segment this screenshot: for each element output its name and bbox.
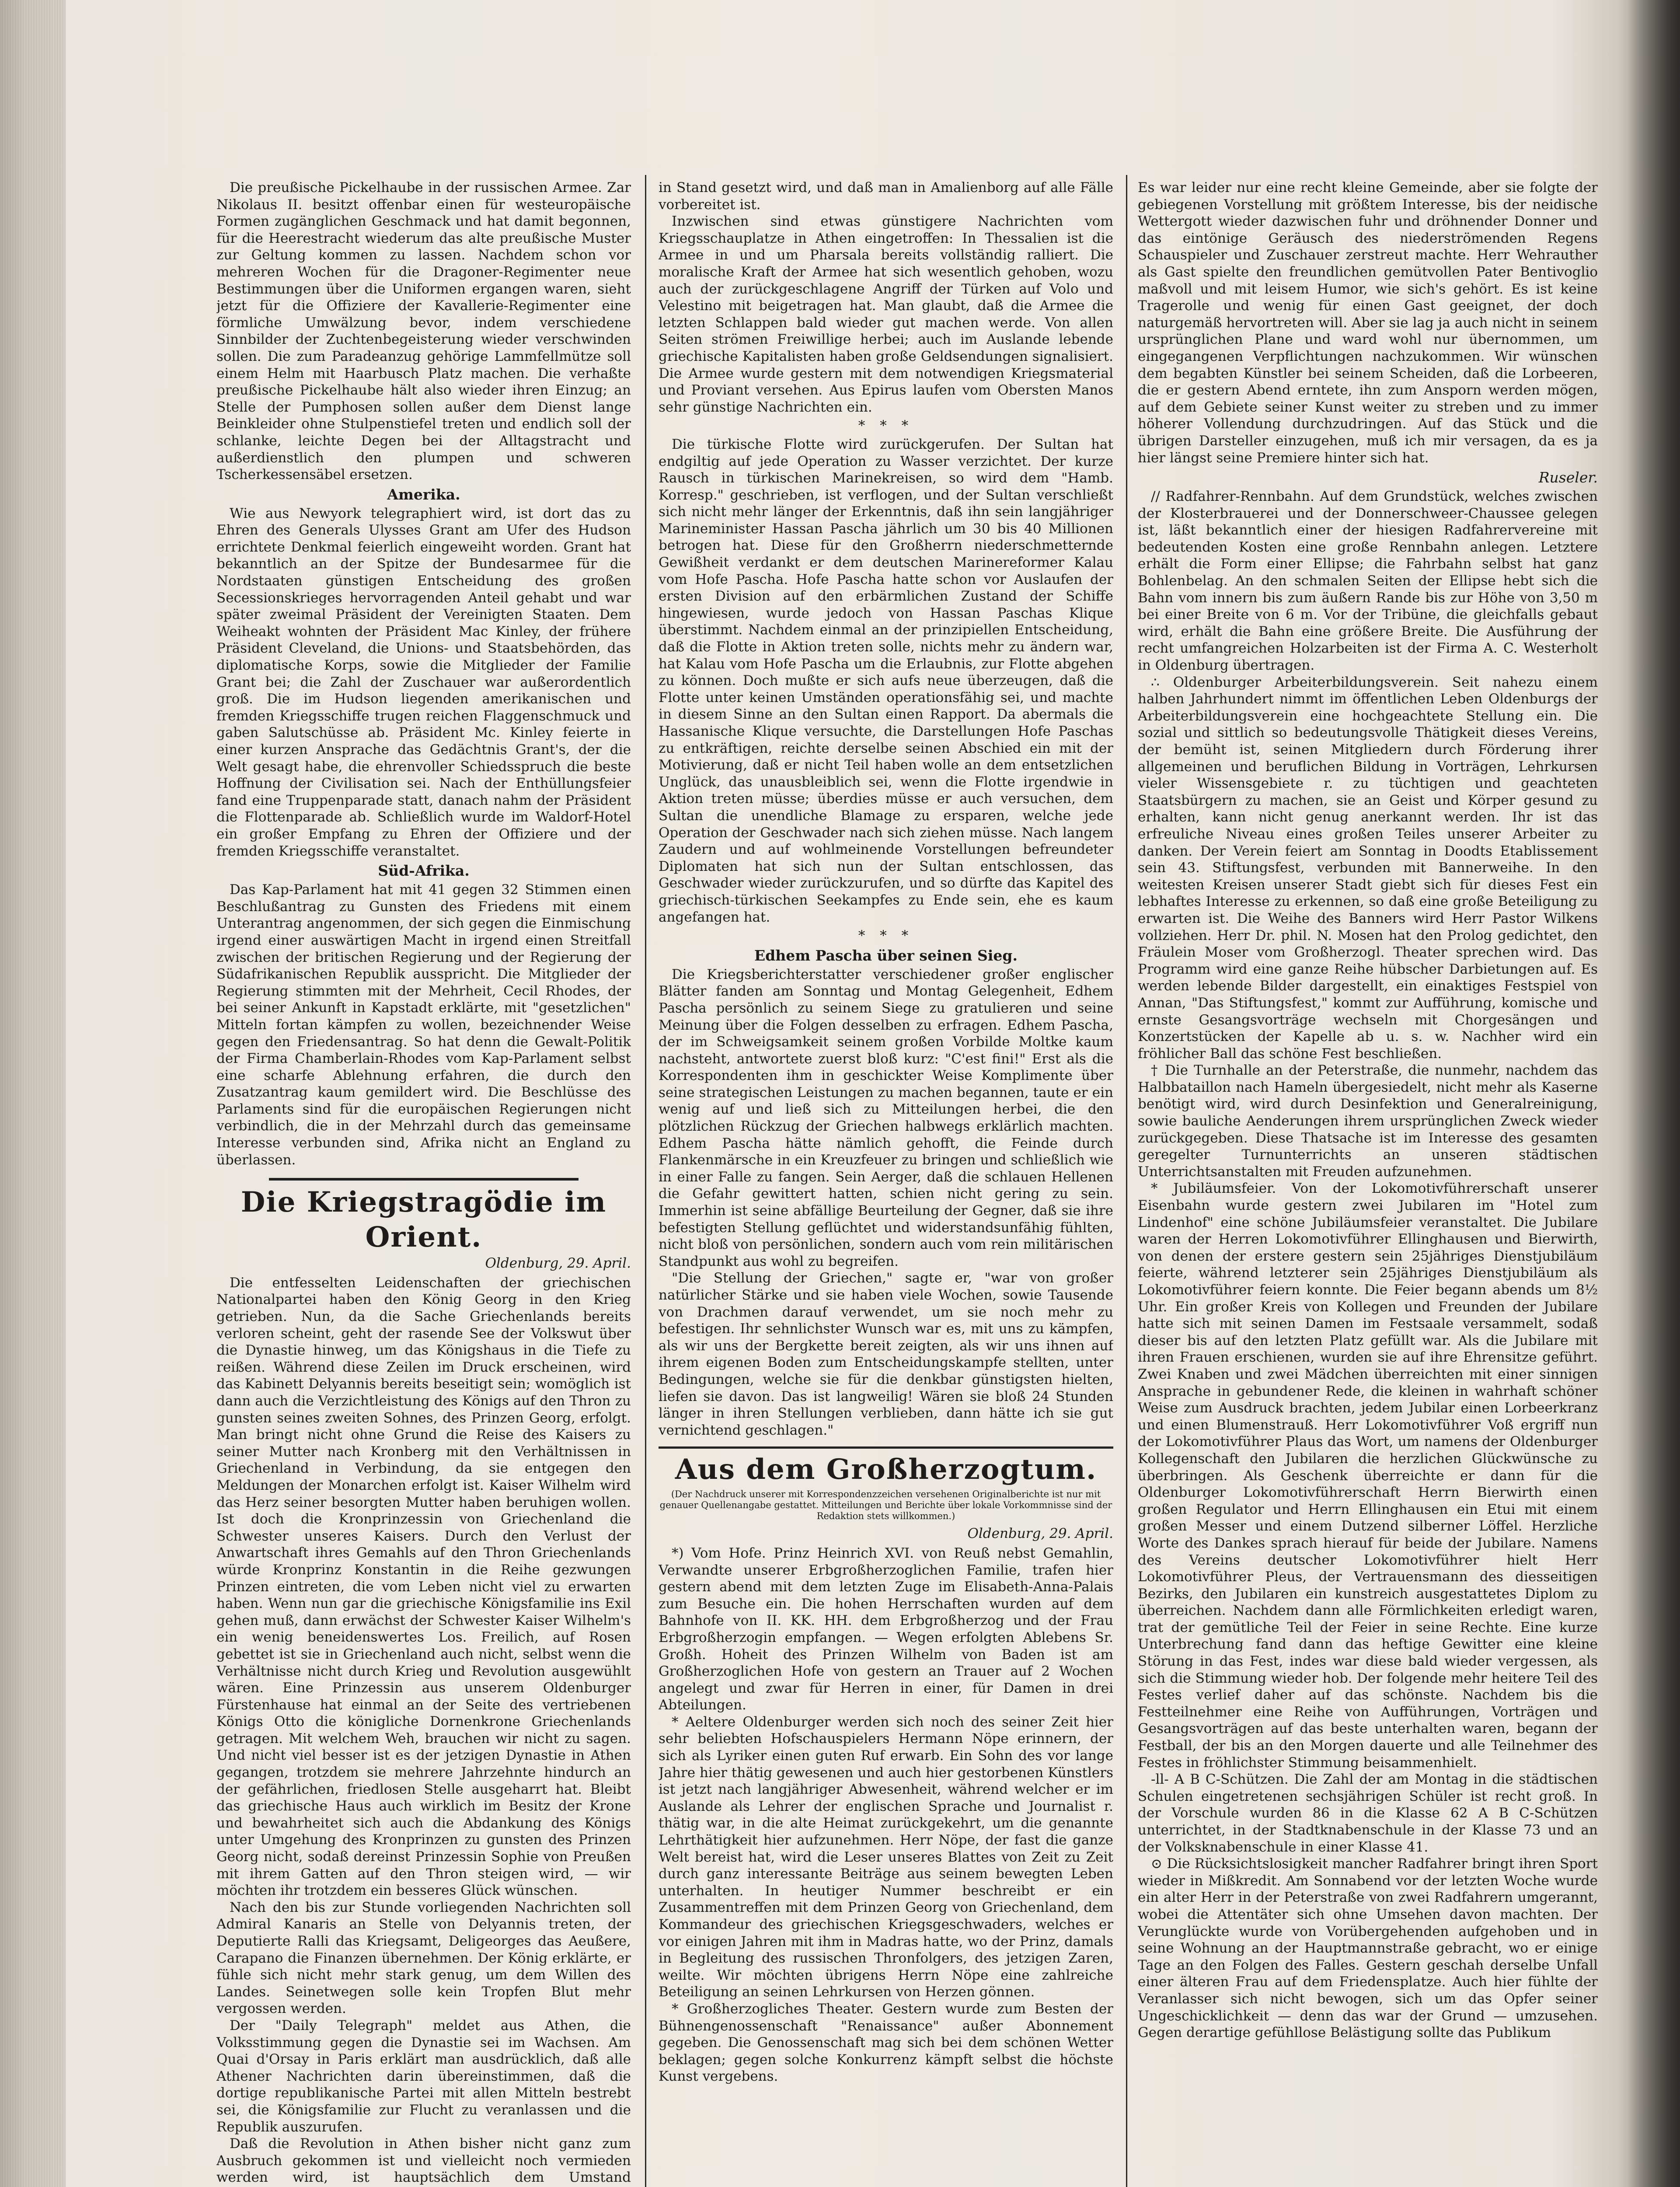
column-1 (216, 179, 631, 2187)
article-paragraph: Daß die Revolution in Athen bisher nicht ganz zum Ausbruch gekommen ist und vielleicht noch vermieden werden wird, ist hauptsächlich dem Umstand (216, 2136, 631, 2186)
article-paragraph: Die türkische Flotte wird zurückgerufen. Der Sultan hat endgiltig auf jede Operation zu Wasser verzichtet. Der kurze Rausch in türkischen Marinekreisen, so wird dem "Hamb. Korresp." geschrieben, ist verflogen, und der Sultan verschließt sich nicht mehr länger der Erkenntnis, daß ihn sein langjähriger Marineminister Hassan Pascha jährlich um 30 bis 40 Millionen betrogen hat. Diese für den Großherrn niederschmetternde Gewißheit verdankt er dem deutschen Marinereformer Kalau vom Hofe Pascha. Hofe Pascha hatte schon vor Auslaufen der ersten Division auf den erbärmlichen Zustand der Schiffe hingewiesen, wurde jedoch von Hassan Paschas Klique überstimmt. Nachdem einmal an der prinzipiellen Entscheidung, daß die Flotte in Aktion treten solle, nichts mehr zu ändern war, hat Kalau vom Hofe Pascha um die Erlaubnis, zur Flotte abgehen zu können. Doch mußte er sich aufs neue überzeugen, daß die Flotte unter keinen Umständen operationsfähig sei, und machte in diesem Sinne an den Sultan einen Rapport. Da abermals die Hassanische Klique versuchte, die Darstellungen Hofe Paschas zu entkräftigen, reichte derselbe seinen Abschied ein mit der Motivierung, daß er nicht Teil haben wolle an dem entsetzlichen Unglück, das unausbleiblich sei, wenn die Flotte irgendwie in Aktion treten müsse; überdies müsse er auch versuchen, dem Sultan die unendliche Blamage zu ersparen, welche jede Operation der Geschwader nach sich ziehen müsse. Nach langem Zaudern und auf wohlmeinende Vorstellungen befreundeter Diplomaten hat sich nun der Sultan entschlossen, das Geschwader wieder zurückzurufen, und so dürfte das Kapitel des griechisch-türkischen Seekampfes zu Ende sein, ehe es kaum angefangen hat. (659, 436, 1113, 925)
dateline: Oldenburg, 29. April. (967, 1526, 1113, 1542)
article-paragraph: in Stand gesetzt wird, und daß man in Amalienborg auf alle Fälle vorbereitet ist. (659, 180, 1113, 213)
article-paragraph: * Großherzogliches Theater. Gestern wurde zum Besten der Bühnengenossenschaft "Renaissance" außer Abonnement gegeben. Die Genossenschaft mag sich bei dem schönen Wetter beklagen; gegen solche Konkurrenz kämpft selbst die höchste Kunst vergebens. (659, 2001, 1113, 2085)
book-binding-shadow (0, 0, 66, 2187)
article-paragraph: † Die Turnhalle an der Peterstraße, die nunmehr, nachdem das Halbbataillon nach Hameln übergesiedelt, nicht mehr als Kaserne benötigt wird, wird durch Desinfektion und Generalreinigung, sowie bauliche Aenderungen ihrem ursprünglichen Zweck wieder zurückgegeben. Diese Thatsache ist im Interesse des gesamten geregelter Turnunterrichts an unseren städtischen Unterrichtsanstalten mit Freuden aufzunehmen. (1138, 1062, 1598, 1180)
section-heading: Süd-Afrika. (378, 862, 470, 880)
column-divider (1126, 175, 1127, 2187)
article-paragraph: ⊙ Die Rücksichtslosigkeit mancher Radfahrer bringt ihren Sport wieder in Mißkredit. Am Sonnabend vor der letzten Woche wurde ein alter Herr in der Peterstraße von zwei Radfahrern umgerannt, wobei die Attentäter sich ohne Umsehen davon machten. Der Verunglückte wurde von Vorübergehenden aufgehoben und in seine Wohnung an der Hauptmannstraße gebracht, wo er einige Tage an den Folgen des Falles. Gestern geschah derselbe Unfall einer älteren Frau auf dem Friedensplatze. Auch hier fühlte der Veranlasser sich nicht bewogen, sich um das Opfer seiner Ungeschicklichkeit — denn das war der Grund — umzusehen. Gegen derartige gefühllose Belästigung sollte das Publikum (1138, 1856, 1598, 2041)
section-heading: Amerika. (387, 486, 460, 503)
page-edge-shadow (1628, 0, 1680, 2187)
column-2 (659, 179, 1113, 2187)
section-rule (659, 1446, 1113, 1449)
article-paragraph: Die entfesselten Leidenschaften der griechischen Nationalpartei haben den König Georg in den Krieg getrieben. Nun, da die Sache Griechenlands bereits verloren scheint, geht der rasende See der Volkswut über die Dynastie hinweg, um das Königshaus in die Tiefe zu reißen. Während diese Zeilen im Druck erscheinen, wird das Kabinett Delyannis bereits beseitigt sein; womöglich ist dann auch die Verzichtleistung des Königs auf den Thron zu gunsten seines zweiten Sohnes, des Prinzen Georg, erfolgt. Man bringt nicht ohne Grund die Reise des Kaisers zu seiner Mutter nach Kronberg mit den Verhältnissen in Griechenland in Verbindung, da sie entgegen den Meldungen der Monarchen erfolgt ist. Kaiser Wilhelm wird das Herz seiner besorgten Mutter haben beruhigen wollen. Ist doch die Kronprinzessin von Griechenland die Schwester unseres Kaisers. Durch den Verlust der Anwartschaft ihres Gemahls auf den Thron Griechenlands würde Kronprinz Konstantin in die Reihe gezwungen Prinzen eintreten, die vom Leben nicht viel zu erwarten haben. Wenn nun gar die griechische Königsfamilie ins Exil gehen muß, dann erwächst der Schwester Kaiser Wilhelm's ein wenig beneidenswertes Los. Freilich, auf Rosen gebettet ist sie in Griechenland auch nicht, selbst wenn die Verhältnisse nicht durch Krieg und Revolution ausgewühlt wären. Eine Prinzessin aus unserem Oldenburger Fürstenhause hat einmal an der Seite des vertriebenen Königs Otto die königliche Dornenkrone Griechenlands getragen. Mit welchem Weh, brauchen wir nicht zu sagen. Und nicht viel besser ist es der jetzigen Dynastie in Athen gegangen, trotzdem sie mehrere Jahrzehnte hindurch an der gefährlichen, friedlosen Stelle ausgeharrt hat. Bleibt das griechische Haus auch wirklich im Besitz der Krone und bewahrheitet sich auch die Abdankung des Königs unter Umgehung des Kronprinzen zu gunsten des Prinzen Georg nicht, sodaß dereinst Prinzessin Sophie von Preußen mit ihrem Gatten auf den Thron steigen wird, — wir möchten ihr trotzdem ein besseres Glück wünschen. (216, 1275, 631, 1899)
article-paragraph: -ll- A B C-Schützen. Die Zahl der am Montag in die städtischen Schulen eingetretenen sechsjährigen Schüler ist recht groß. In der Vorschule wurden 86 in die Klasse 62 A B C-Schützen unterrichtet, in der Stadtknabenschule in der Klasse 73 und an der Volksknabenschule in einer Klasse 41. (1138, 1771, 1598, 1855)
column-divider (645, 175, 646, 2187)
dateline: Oldenburg, 29. April. (485, 1255, 631, 1272)
article-paragraph: * Jubiläumsfeier. Von der Lokomotivführerschaft unserer Eisenbahn wurde gestern zwei Jubilaren im "Hotel zum Lindenhof" eine schöne Jubiläumsfeier veranstaltet. Die Jubilare waren der Herren Lokomotivführer Ellinghausen und Bierwirth, von denen der erstere gestern sein 25jähriges Dienstjubiläum feierte, während letzterer sein 25jähriges Dienstjubiläum als Lokomotivführer feiern konnte. Die Feier begann abends um 8½ Uhr. Ein großer Kreis von Kollegen und Freunden der Jubilare hatte sich mit seinen Damen im Festsaale versammelt, sodaß dieser bis auf den letzten Platz gefüllt war. Als die Jubilare mit ihren Frauen erschienen, wurden sie auf ihre Ehrensitze geführt. Zwei Knaben und zwei Mädchen überreichten mit einer sinnigen Ansprache in gebundener Rede, die kleinen in wahrhaft schöner Weise zum Ausdruck brachten, jedem Jubilar einen Lorbeerkranz und einen Blumenstrauß. Herr Lokomotivführer Voß ergriff nun der Lokomotivführer Plaus das Wort, um namens der Oldenburger Kollegenschaft den Jubilaren die herzlichen Glückwünsche zu überbringen. Als Geschenk überreichte er dann für die Oldenburger Lokomotivführerschaft Herrn Bierwirth einen großen Regulator und Herrn Ellinghausen ein Etui mit einem großen Messer und einem Dutzend silberner Löffel. Herzliche Worte des Dankes sprach hierauf für beide der Jubilare. Namens des Vereins deutscher Lokomotivführer hielt Herr Lokomotivführer Pleus, der Vertrauensmann des diesseitigen Bezirks, den Jubilaren ein kunstreich ausgestattetes Diplom zu überreichen. Nachdem dann alle Förmlichkeiten erledigt waren, trat der gemütliche Teil der Feier in seine Rechte. Eine kurze Unterbrechung fand dann das heftige Gewitter eine kleine Störung in das Fest, indes war diese bald wieder vergessen, als sich die Stimmung wieder hob. Der folgende mehr heitere Teil des Festes verlief daher auf das schönste. Nachdem bis die Festteilnehmer eine Reihe von Aufführungen, Vorträgen und Gesangsvorträgen auf das beste unterhalten waren, begann der Festball, der bis an den Morgen dauerte und alle Teilnehmer des Festes in fröhlichster Stimmung beisammenhielt. (1138, 1181, 1598, 1771)
article-headline: Die Kriegstragödie im Orient. (240, 1186, 607, 1254)
article-paragraph: Die preußische Pickelhaube in der russischen Armee. Zar Nikolaus II. besitzt offenbar einen für westeuropäische Formen zugänglichen Geschmack und hat damit begonnen, für die Heerestracht wiederum das alte preußische Muster zur Geltung kommen zu lassen. Nachdem schon vor mehreren Wochen für die Dragoner-Regimenter neue Bestimmungen über die Uniformen ergangen waren, sieht jetzt für die Offiziere der Kavallerie-Regimenter eine förmliche Umwälzung bevor, indem verschiedene Sinnbilder der Zuchtenbegeisterung wieder verschwinden sollen. Die zum Paradeanzug gehörige Lammfellmütze soll einem Helm mit Haarbusch Platz machen. Die verhaßte preußische Pickelhaube hält also wieder ihren Einzug; an Stelle der Pumphosen sollen außer dem Dienst lange Beinkleider ohne Stulpenstiefel treten und endlich soll der schlanke, leichte Degen bei der Alltagstracht und außerdienstlich den plumpen und schweren Tscherkessensäbel ersetzen. (216, 180, 631, 483)
article-paragraph: "Die Stellung der Griechen," sagte er, "war von großer natürlicher Stärke und sie haben viele Wochen, sowie Tausende von Drachmen darauf verwendet, um sie noch mehr zu befestigen. Ihr sehnlichster Wunsch war es, mit uns zu kämpfen, als wir uns der Bergkette bereit zeigten, als wir uns ihnen auf ihrem eigenen Boden zum Entscheidungskampfe stellten, unter Bedingungen, welche sie für die denkbar günstigsten hielten, liefen sie davon. Das ist langweilig! Wären sie bloß 24 Stunden länger in ihren Stellungen verblieben, dann hätte ich sie gut vernichtend geschlagen." (659, 1270, 1113, 1438)
article-paragraph: Es war leider nur eine recht kleine Gemeinde, aber sie folgte der gebiegenen Vorstellung mit größtem Interesse, bis der neidische Wettergott wieder dazwischen fuhr und dröhnender Donner und das eintönige Geräusch des niederströmenden Regens Schauspieler und Zuschauer zerstreut machte. Herr Wehrauther als Gast spielte den freundlichen gemütvollen Pater Bentivoglio maßvoll und mit leisem Humor, wie sich's gehört. Es ist keine Tragerolle und wenig für einen Gast geeignet, der doch naturgemäß hervortreten will. Aber sie lag ja auch nicht in seinem ursprünglichen Plane und ward wohl nur übernommen, um eingegangenen Verpflichtungen nachzukommen. Wir wünschen dem begabten Künstler bei seinem Scheiden, daß die Lorbeeren, die er gestern Abend erntete, ihn zum Ansporn werden mögen, auf dem Gebiete seiner Kunst weiter zu streben und zu immer höherer Vollendung durchzudringen. Auf das Stück und die übrigen Darsteller einzugehen, muß ich mir versagen, da es ja hier längst seine Premiere hinter sich hat. (1138, 180, 1598, 466)
section-separator: * * * (858, 418, 914, 434)
article-paragraph: Wie aus Newyork telegraphiert wird, ist dort das zu Ehren des Generals Ulysses Grant am Ufer des Hudson errichtete Denkmal feierlich eingeweiht worden. Grant hat bekanntlich an der Spitze der Bundesarmee für die Nordstaaten günstigen Entscheidung des großen Secessionskrieges hervorragenden Anteil gehabt und war später zweimal Präsident der Vereinigten Staaten. Dem Weiheakt wohnten der Präsident Mac Kinley, der frühere Präsident Cleveland, die Unions- und Staatsbehörden, das diplomatische Korps, sowie die Mitglieder der Familie Grant bei; die Zahl der Zuschauer war außerordentlich groß. Die im Hudson liegenden amerikanischen und fremden Kriegsschiffe trugen reichen Flaggenschmuck und gaben Salutschüsse ab. Präsident Mc. Kinley feierte in einer kurzen Ansprache das Gedächtnis Grant's, der die Welt gesagt habe, die ehrenvoller Schiedsspruch die beste Hoffnung der Civilisation sei. Nach der Enthüllungsfeier fand eine Truppenparade statt, danach nahm der Präsident die Flottenparade ab. Schließlich wurde im Waldorf-Hotel ein großer Empfang zu Ehren der Offiziere und der fremden Kriegsschiffe veranstaltet. (216, 505, 631, 859)
article-paragraph: Das Kap-Parlament hat mit 41 gegen 32 Stimmen einen Beschlußantrag zu Gunsten des Friedens mit einem Unterantrag angenommen, der sich gegen die Einmischung irgend einer auswärtigen Macht in irgend einen Streitfall zwischen der britischen Regierung und der Regierung der Südafrikanischen Republik ausspricht. Die Mitglieder der Regierung stimmten mit der Mehrheit, Cecil Rhodes, der bei seiner Ankunft in Kapstadt erklärte, mit "gesetzlichen" Mitteln fortan kämpfen zu wollen, bezeichnender Weise gegen den Friedensantrag. So hat denn die Gewalt-Politik der Firma Chamberlain-Rhodes vom Kap-Parlament selbst eine scharfe Ablehnung erfahren, die durch den Zusatzantrag kaum gemildert wird. Die Beschlüsse des Parlaments sind für die europäischen Regierungen nicht verbindlich, die in der Mehrzahl durch das gemeinsame Interesse verbunden sind, Afrika nicht an England zu überlassen. (216, 882, 631, 1168)
section-rule (269, 1178, 579, 1181)
article-paragraph: // Radfahrer-Rennbahn. Auf dem Grundstück, welches zwischen der Klosterbrauerei und der Donnerschweer-Chaussee gelegen ist, läßt bekanntlich einer der hiesigen Radfahrervereine mit bedeutenden Kosten eine große Rennbahn anlegen. Letztere erhält die Form einer Ellipse; die Fahrbahn selbst hat ganz Bohlenbelag. An den schmalen Seiten der Ellipse hebt sich die Bahn vom innern bis zum äußern Rande bis zur Höhe von 3,50 m bei einer Breite von 6 m. Vor der Tribüne, die gleichfalls gebaut wird, erhält die Bahn eine größere Breite. Die Ausführung der recht umfangreichen Holzarbeiten ist der Firma A. C. Westerholt in Oldenburg übertragen. (1138, 489, 1598, 674)
author-signature: Ruseler. (1538, 469, 1598, 486)
article-paragraph: *) Vom Hofe. Prinz Heinrich XVI. von Reuß nebst Gemahlin, Verwandte unserer Erbgroßherzoglichen Familie, trafen hier gestern abend mit dem letzten Zuge im Elisabeth-Anna-Palais zum Besuche ein. Die hohen Herrschaften wurden auf dem Bahnhofe von II. KK. HH. dem Erbgroßherzog und der Frau Erbgroßherzogin empfangen. — Wegen erfolgten Ablebens Sr. Großh. Hoheit des Prinzen Wilhelm von Baden ist am Großherzoglichen Hofe von gestern an Trauer auf 2 Wochen angelegt und zwar für Herren in einer, für Damen in drei Abteilungen. (659, 1545, 1113, 1713)
article-headline: Edhem Pascha über seinen Sieg. (754, 947, 1018, 964)
column-3 (1138, 179, 1598, 2187)
article-paragraph: Die Kriegsberichterstatter verschiedener großer englischer Blätter fanden am Sonntag und Montag Gelegenheit, Edhem Pascha persönlich zu seinem Siege zu gratulieren und seine Meinung über die Folgen desselben zu erfragen. Edhem Pascha, der im Schweigsamkeit seinem großen Vorbilde Moltke kaum nachsteht, antwortete zuerst bloß kurz: "C'est fini!" Erst als die Korrespondenten ihm in geschickter Weise Komplimente über seine strategischen Leistungen zu machen begannen, taute er ein wenig auf und ließ sich zu Mitteilungen herbei, die den plötzlichen Rückzug der Griechen halbwegs erklärlich machten. Edhem Pascha hätte nämlich gehofft, die Feinde durch Flankenmärsche in ein Kreuzfeuer zu bringen und schließlich wie in einer Falle zu fangen. Sein Aerger, daß die schlauen Hellenen die Gefahr gewittert hatten, schien nicht gering zu sein. Immerhin ist seine abfällige Beurteilung der Gegner, daß sie ihre befestigten Stellung geflüchtet und widerstandsunfähig fühlten, nicht bloß von persönlichen, sondern auch vom rein militärischen Standpunkt aus wohl zu begreifen. (659, 966, 1113, 1269)
section-separator: * * * (858, 928, 914, 944)
article-paragraph: Der "Daily Telegraph" meldet aus Athen, die Volksstimmung gegen die Dynastie sei im Wachsen. Am Quai d'Orsay in Paris erklärt man ausdrücklich, daß alle Athener Nachrichten darin übereinstimmen, daß die dortige republikanische Partei mit allen Mitteln bestrebt sei, die Königsfamilie zur Flucht zu veranlassen und die Republik auszurufen. (216, 2017, 631, 2135)
article-paragraph: ∴ Oldenburger Arbeiterbildungsverein. Seit nahezu einem halben Jahrhundert nimmt im öffentlichen Leben Oldenburgs der Arbeiterbildungsverein eine hochgeachtete Stellung ein. Die sozial und sittlich so bedeutungsvolle Thätigkeit dieses Vereins, der bemüht ist, seinen Mitgliedern durch Förderung ihrer allgemeinen und beruflichen Bildung in Vorträgen, Lehrkursen vieler Wissensgebiete r. zu tüchtigen und geachteten Staatsbürgern zu machen, sie an Geist und Körper gesund zu erhalten, kann nicht genug anerkannt werden. Ihr ist das erfreuliche Niveau eines großen Teiles unserer Arbeiter zu danken. Der Verein feiert am Sonntag in Doodts Etablissement sein 43. Stiftungsfest, verbunden mit Bannerweihe. In den weitesten Kreisen unserer Stadt giebt sich für dieses Fest ein lebhaftes Interesse zu erkennen, so daß eine große Beteiligung zu erwarten ist. Die Weihe des Banners wird Herr Pastor Wilkens vollziehen. Herr Dr. phil. N. Mosen hat den Prolog gedichtet, den Fräulein Moser vom Großherzogl. Theater sprechen wird. Das Programm wird eine ganze Reihe hübscher Darbietungen auf. Es werden lebende Bilder dargestellt, ein einaktiges Festspiel von Annan, "Das Stiftungsfest," kommt zur Aufführung, komische und ernste Gesangsvorträge wechseln mit Chorgesängen und Konzertstücken der Kapelle ab u. s. w. Nachher wird ein fröhlicher Ball das schöne Fest beschließen. (1138, 674, 1598, 1062)
reprint-notice: (Der Nachdruck unserer mit Korrespondenzzeichen versehenen Originalberichte ist nur mit genauer Quellenangabe gestattet. Mitteilungen und Berichte über lokale Vorkommnisse sind der Redaktion stets willkommen.) (659, 1489, 1112, 1522)
article-paragraph: Nach den bis zur Stunde vorliegenden Nachrichten soll Admiral Kanaris an Stelle von Delyannis treten, der Deputierte Ralli das Kriegsamt, Deligeorges das Aeußere, Carapano die Finanzen übernehmen. Der König erklärte, er fühle sich nicht mehr stark genug, um dem Willen des Landes. Seinetwegen solle kein Tropfen Blut mehr vergossen werden. (216, 1899, 631, 2017)
section-headline: Aus dem Großherzogtum. (675, 1453, 1097, 1486)
article-paragraph: * Aeltere Oldenburger werden sich noch des seiner Zeit hier sehr beliebten Hofschauspielers Hermann Nöpe erinnern, der sich als Lyriker einen guten Ruf erwarb. Ein Sohn des vor lange Jahre hier thätig gewesenen und auch hier gestorbenen Künstlers ist jetzt nach langjähriger Abwesenheit, während welcher er im Auslande als Lehrer der englischen Sprache und Journalist r. thätig war, in die alte Heimat zurückgekehrt, um die genannte Lehrthätigkeit hier aufzunehmen. Herr Nöpe, der fast die ganze Welt bereist hat, wird die Leser unseres Blattes von Zeit zu Zeit durch ganz interessante Beiträge aus seinem bewegten Leben unterhalten. In heutiger Nummer beschreibt er ein Zusammentreffen mit dem Prinzen Georg von Griechenland, dem Kommandeur des griechischen Kriegsgeschwaders, welches er vor einigen Jahren mit ihm in Madras hatte, wo der Prinz, damals in Begleitung des russischen Thronfolgers, des jetzigen Zaren, weilte. Wir möchten übrigens Herrn Nöpe eine zahlreiche Beteiligung an seinen Lehrkursen von Herzen gönnen. (659, 1714, 1113, 2000)
article-paragraph: Inzwischen sind etwas günstigere Nachrichten vom Kriegsschauplatze in Athen eingetroffen: In Thessalien ist die Armee in und um Pharsala bereits vollständig ralliert. Die moralische Kraft der Armee hat sich wesentlich gehoben, wozu auch der zurückgeschlagene Angriff der Türken auf Volo und Velestino mit beigetragen hat. Man glaubt, daß die Armee die letzten Schlappen bald wieder gut machen werde. Von allen Seiten strömen Freiwillige herbei; auch im Auslande lebende griechische Kapitalisten haben große Geldsendungen signalisiert. Die Armee wurde gestern mit dem notwendigen Kriegsmaterial und Proviant versehen. Aus Epirus laufen vom Obersten Manos sehr günstige Nachrichten ein. (659, 213, 1113, 415)
